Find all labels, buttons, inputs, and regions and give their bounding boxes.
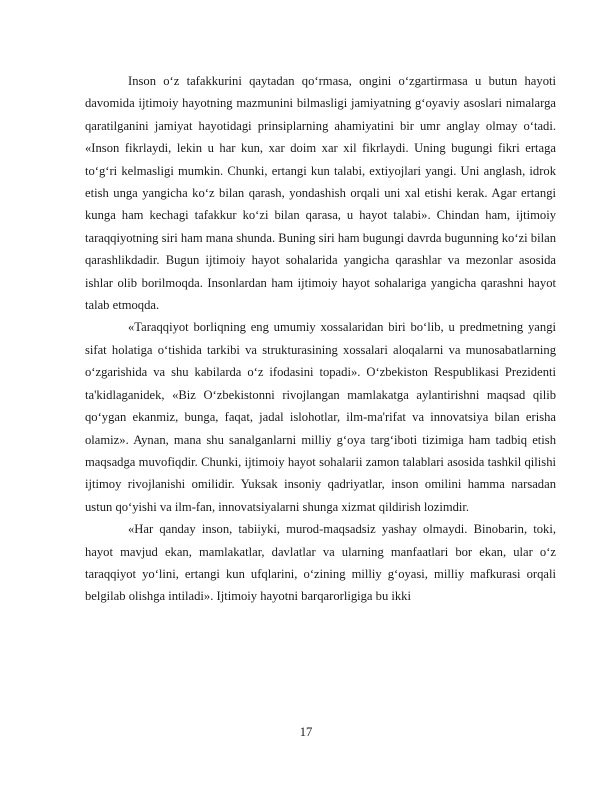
paragraph-2: «Taraqqiyot borliqning eng umumiy xossalaridan biri bo‘lib, u predmetning yangi sifat holatiga o‘tishida tarkibi va strukturasining xossalari aloqalarni va munosabatlarning o‘zgarishida va shu kabilarda o‘z ifodasini topadi». O‘zbekiston Respublikasi Prezidenti ta'kidlaganidek, «Biz O‘zbekistonni rivojlangan mamlakatga aylantirishni maqsad qilib qo‘ygan ekanmiz, bunga, faqat, jadal islohotlar, ilm-ma'rifat va innovatsiya bilan erisha olamiz». Aynan, mana shu sanalganlarni milliy g‘oya targ‘iboti tizimiga ham tadbiq etish maqsadga muvofiqdir. Chunki, ijtimoiy hayot sohalarii zamon talablari asosida tashkil qilishi ijtimoy rivojlanishi omilidir. Yuksak insoniy qadriyatlar, inson omilini hamma narsadan ustun qo‘yishi va ilm-fan, innovatsiyalarni shunga xizmat qildirish lozimdir. (85, 320, 556, 514)
paragraph-3: «Har qanday inson, tabiiyki, murod-maqsadsiz yashay olmaydi. Binobarin, toki, hayot mavjud ekan, mamlakatlar, davlatlar va ularning manfaatlari bor ekan, ular o‘z taraqqiyot yo‘lini, ertangi kun ufqlarini, o‘zining milliy g‘oyasi, milliy mafkurasi orqali belgilab olishga intiladi». Ijtimoiy hayotni barqarorligiga bu ikki (85, 522, 556, 604)
paragraph-1: Inson o‘z tafakkurini qaytadan qo‘rmasa, ongini o‘zgartirmasa u butun hayoti davomida ijtimoiy hayotning mazmunini bilmasligi jamiyatning g‘oyaviy asoslari nimalarga qaratilganini jamiyat hayotidagi prinsiplarning ahamiyatini bir umr anglay olmay o‘tadi. «Inson fikrlaydi, lekin u har kun, xar doim xar xil fikrlaydi. Uning bugungi fikri ertaga to‘g‘ri kelmasligi mumkin. Chunki, ertangi kun talabi, extiyojlari yangi. Uni anglash, idrok etish unga yangicha ko‘z bilan qarash, yondashish orqali uni xal etishi kerak. Agar ertangi kunga ham kechagi tafakkur ko‘zi bilan qarasa, u hayot talabi». Chindan ham, ijtimoiy taraqqiyotning siri ham mana shunda. Buning siri ham bugungi davrda bugunning ko‘zi bilan qarashlikdadir. Bugun ijtimoiy hayot sohalarida yangicha qarashlar va mezonlar asosida ishlar olib borilmoqda. Insonlardan ham ijtimoiy hayot sohalariga yangicha qarashni hayot talab etmoqda. (85, 74, 556, 313)
page-number: 17 (299, 725, 313, 739)
body-text (85, 70, 556, 608)
